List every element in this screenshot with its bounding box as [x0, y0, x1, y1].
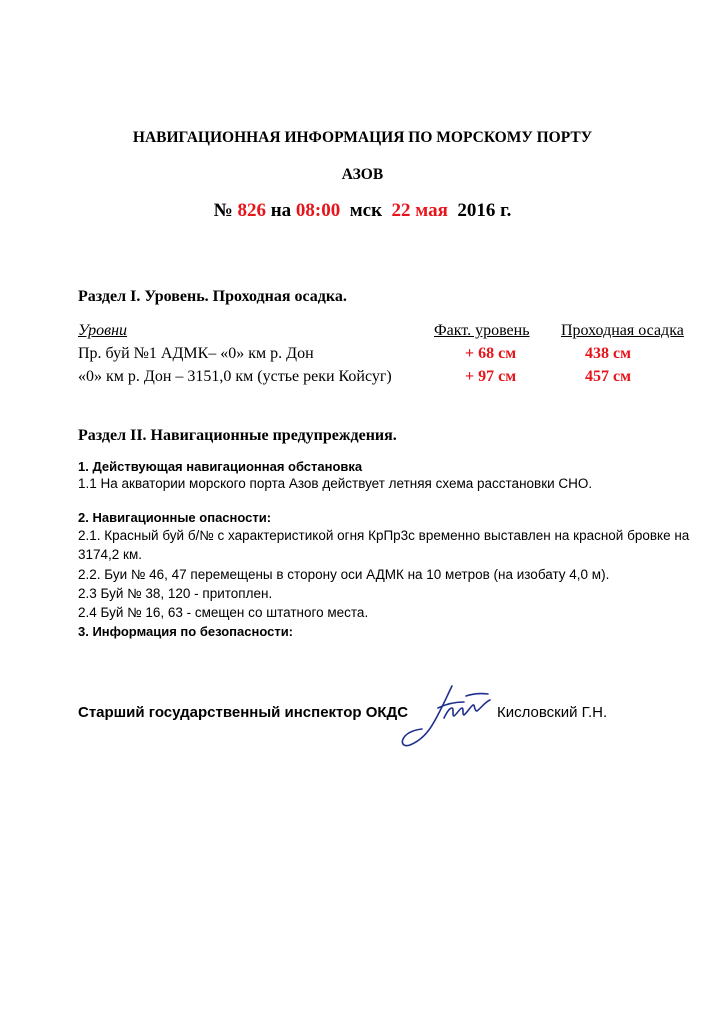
sub2-title: 2. Навигационные опасности:	[78, 510, 272, 525]
port-name: АЗОВ	[341, 166, 384, 183]
col-fact-header: Факт. уровень	[434, 322, 530, 339]
issue-line	[0, 200, 725, 222]
level-row-draft: 457 см	[585, 368, 631, 385]
signatory-position: Старший государственный инспектор ОКДС	[78, 704, 409, 721]
sub1-title: 1. Действующая навигационная обстановка	[78, 459, 363, 474]
issue-date: 22 мая	[391, 200, 448, 221]
section2-heading: Раздел II. Навигационные предупреждения.	[78, 427, 397, 444]
section1-heading: Раздел I. Уровень. Проходная осадка.	[78, 288, 347, 305]
sub2-item: 2.4 Буй № 16, 63 - смещен со штатного места.	[78, 605, 369, 620]
sub3-title: 3. Информация по безопасности:	[78, 624, 294, 639]
level-row-fact: + 97 см	[465, 368, 517, 385]
sub2-item: 2.3 Буй № 38, 120 - притоплен.	[78, 586, 273, 601]
issue-year: 2016 г.	[457, 200, 512, 221]
signatory-name: Кисловский Г.Н.	[497, 704, 608, 721]
at-word: на	[270, 200, 292, 221]
handwritten-signature	[400, 678, 510, 750]
number-sign: №	[213, 200, 233, 221]
sub1-item: 1.1 На акватории морского порта Азов действует летняя схема расстановки СНО.	[78, 476, 593, 491]
sub2-item: 3174,2 км.	[78, 547, 142, 562]
issue-timezone: мск	[349, 200, 383, 221]
page-title: НАВИГАЦИОННАЯ ИНФОРМАЦИЯ ПО МОРСКОМУ ПОРТУ	[132, 129, 593, 146]
level-row-fact: + 68 см	[465, 345, 517, 362]
sub2-item: 2.1. Красный буй б/№ с характеристикой огня КрПр3с временно выставлен на красной бровке на	[78, 528, 690, 543]
col-levels-header: Уровни	[78, 322, 128, 339]
issue-time: 08:00	[295, 200, 341, 221]
level-row-name: Пр. буй №1 АДМК– «0» км р. Дон	[78, 345, 314, 362]
level-row-name: «0» км р. Дон – 3151,0 км (устье реки Койсуг)	[78, 368, 392, 385]
issue-number: 826	[237, 200, 266, 221]
level-row-draft: 438 см	[585, 345, 631, 362]
col-draft-header: Проходная осадка	[561, 322, 684, 339]
sub2-item: 2.2. Буи № 46, 47 перемещены в сторону оси АДМК на 10 метров (на изобату 4,0 м).	[78, 567, 610, 582]
